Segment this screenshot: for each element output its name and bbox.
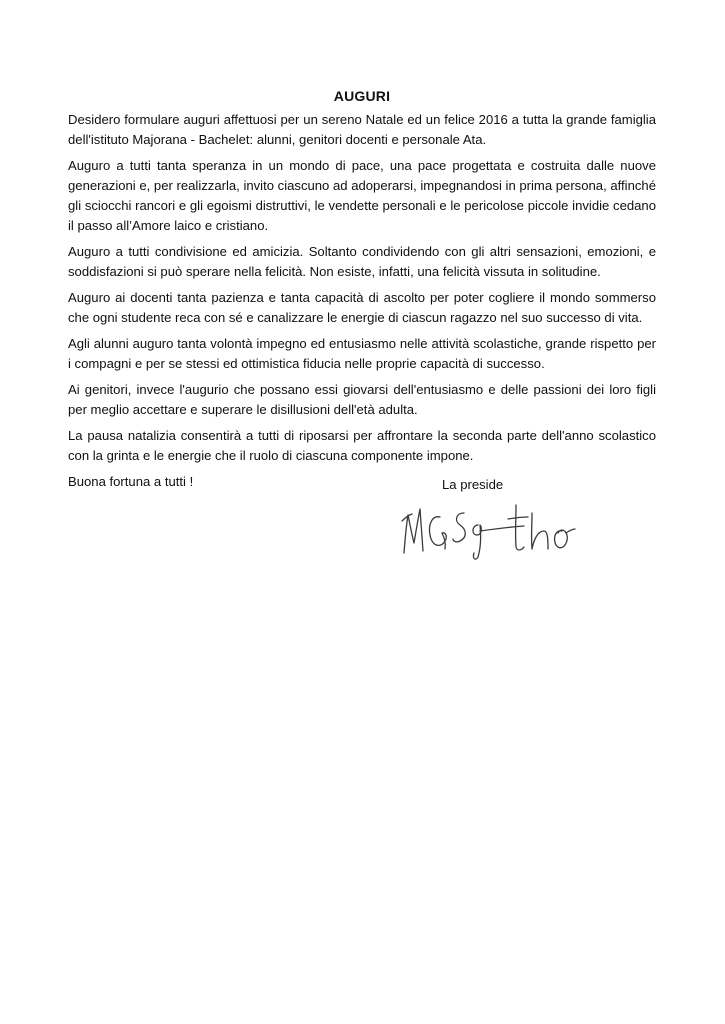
document-title: AUGURI — [333, 88, 391, 104]
paragraph-greetings: Desidero formulare auguri affettuosi per un sereno Natale ed un felice 2016 a tutta la grande famiglia dell'istituto Majorana - Bachelet: alunni, genitori docenti e personale Ata. — [68, 112, 656, 147]
handwritten-signature — [398, 495, 578, 565]
paragraph-teachers: Auguro ai docenti tanta pazienza e tanta capacità di ascolto per poter cogliere il mondo sommerso che ogni studente reca con sé e canalizzare le energie di ciascun ragazzo nel suo successo di vita. — [68, 290, 656, 325]
paragraph-friendship: Auguro a tutti condivisione ed amicizia. Soltanto condividendo con gli altri sensazioni, emozioni, e soddisfazioni si può sperare nella felicità. Non esiste, infatti, una felicità vissuta in solitudine. — [68, 244, 656, 279]
document-body — [68, 86, 656, 498]
signature-label: La preside — [442, 477, 504, 492]
paragraph-students: Agli alunni auguro tanta volontà impegno ed entusiasmo nelle attività scolastiche, grande rispetto per i compagni e per se stessi ed ottimistica fiducia nelle proprie capacità di successo. — [68, 336, 656, 371]
paragraph-closing: Buona fortuna a tutti ! — [68, 474, 194, 489]
signature-block — [398, 475, 578, 565]
paragraph-holiday: La pausa natalizia consentirà a tutti di riposarsi per affrontare la seconda parte dell'anno scolastico con la grinta e le energie che il ruolo di ciascuna componente impone. — [68, 428, 656, 463]
paragraph-peace: Auguro a tutti tanta speranza in un mondo di pace, una pace progettata e costruita dalle nuove generazioni e, per realizzarla, invito ciascuno ad adoperarsi, impegnandosi in prima persona, affinché gli sciocchi rancori e gli egoismi distruttivi, le vendette personali e le pericolose piccole invidie cedano il passo all’Amore laico e cristiano. — [68, 158, 656, 233]
paragraph-parents: Ai genitori, invece l'augurio che possano essi giovarsi dell'entusiasmo e delle passioni dei loro figli per meglio accettare e superare le disillusioni dell'età adulta. — [68, 382, 656, 417]
